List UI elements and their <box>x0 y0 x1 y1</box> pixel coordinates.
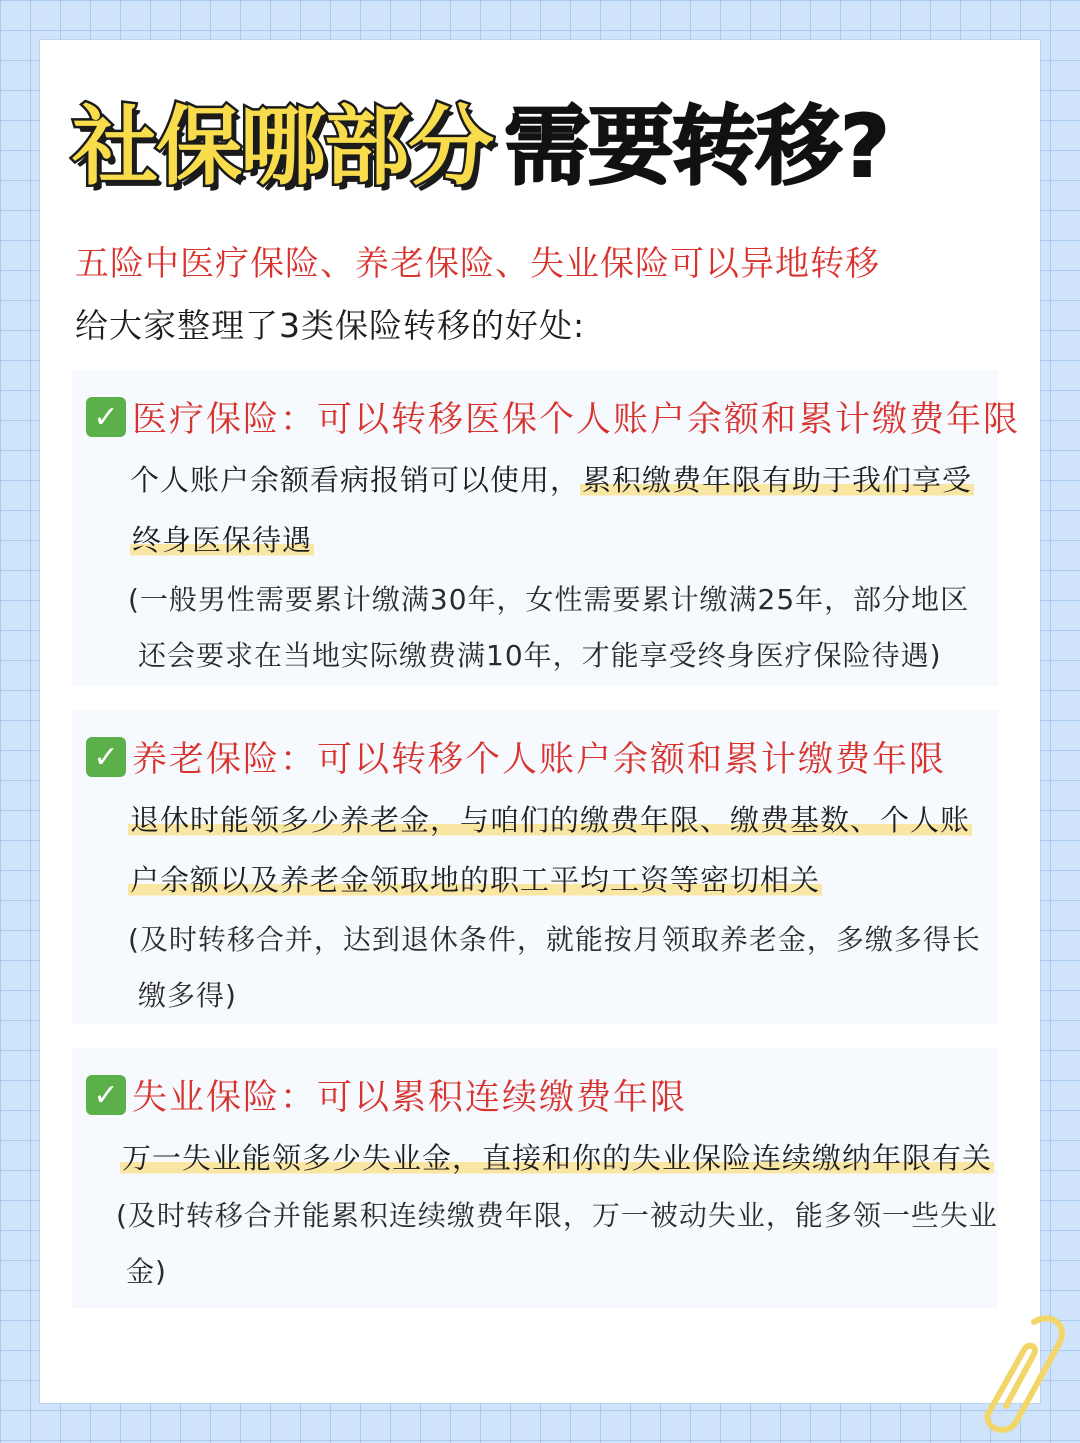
body-text: 个人账户余额看病报销可以使用， <box>130 463 581 497</box>
section-note-line: 缴多得) <box>138 979 237 1012</box>
title-highlight: 社保哪部分 <box>72 97 492 197</box>
section-card-pension <box>72 710 998 1024</box>
page-title <box>72 92 1032 202</box>
highlighted-text: 户余额以及养老金领取地的职工平均工资等密切相关 <box>130 863 821 897</box>
highlighted-text: 终身医保待遇 <box>132 523 313 557</box>
section-heading-text: 失业保险：可以累积连续缴费年限 <box>132 1078 688 1118</box>
section-card-unemployment <box>72 1048 998 1308</box>
section-body-line <box>130 458 974 499</box>
check-mark-icon: ✓ <box>86 1075 126 1115</box>
section-body-line <box>120 1136 994 1177</box>
section-heading <box>86 1070 687 1120</box>
section-note-line: 金) <box>126 1255 167 1288</box>
section-body-line <box>128 798 972 839</box>
section-note-line: 还会要求在当地实际缴费满10年，才能享受终身医疗保险待遇) <box>138 639 942 672</box>
section-heading-text: 养老保险：可以转移个人账户余额和累计缴费年限 <box>132 740 947 780</box>
check-mark-icon: ✓ <box>86 737 126 777</box>
paperclip-icon <box>972 1310 1072 1435</box>
intro-red-line: 五险中医疗保险、养老保险、失业保险可以异地转移 <box>75 244 880 284</box>
section-heading <box>86 392 1020 442</box>
section-heading <box>86 732 946 782</box>
title-rest: 需要转移? <box>504 97 888 197</box>
check-mark-icon: ✓ <box>86 397 126 437</box>
highlighted-text: 累积缴费年限有助于我们享受 <box>582 463 973 497</box>
intro-line: 给大家整理了3类保险转移的好处: <box>75 306 586 345</box>
section-note-line: (一般男性需要累计缴满30年，女性需要累计缴满25年，部分地区 <box>128 583 970 616</box>
highlighted-text: 万一失业能领多少失业金，直接和你的失业保险连续缴纳年限有关 <box>122 1141 993 1175</box>
section-body-line <box>130 518 314 559</box>
section-note-line: (及时转移合并能累积连续缴费年限，万一被动失业，能多领一些失业 <box>116 1199 998 1232</box>
section-card-medical <box>72 370 1021 686</box>
section-body-line <box>128 858 822 899</box>
highlighted-text: 退休时能领多少养老金，与咱们的缴费年限、缴费基数、个人账 <box>130 803 971 837</box>
section-note-line: (及时转移合并，达到退休条件，就能按月领取养老金，多缴多得长 <box>128 923 981 956</box>
section-heading-text: 医疗保险：可以转移医保个人账户余额和累计缴费年限 <box>132 400 1021 440</box>
